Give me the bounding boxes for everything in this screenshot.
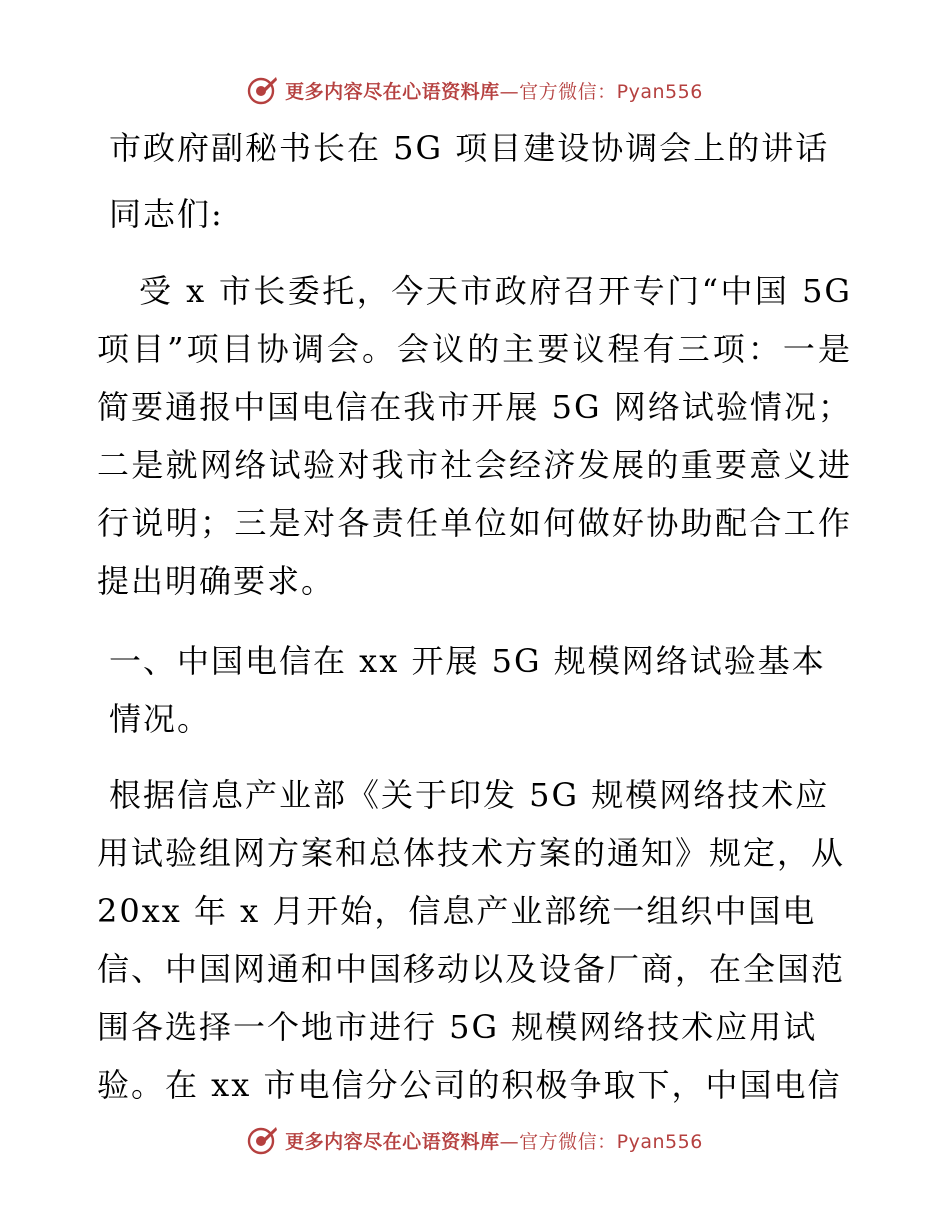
banner-separator: — [499,1130,520,1153]
greeting: 同志们: [109,195,224,233]
section-heading: 一、中国电信在 xx 开展 5G 规模网络试验基本情况。 [109,642,826,738]
banner-wechat: 官方微信：Pyan556 [519,80,703,103]
quill-circle-logo-icon [247,74,279,106]
banner-text [285,1127,703,1154]
banner-text [285,77,703,104]
footer-banner [0,1120,950,1160]
header-banner [0,70,950,110]
document-title: 市政府副秘书长在 5G 项目建设协调会上的讲话 [109,129,830,167]
intro-paragraph: 受 x 市长委托，今天市政府召开专门“中国 5G 项目”项目协调会。会议的主要议程有三项：一是简要通报中国电信在我市开展 5G 网络试验情况；二是就网络试验对我市社会经济发展的重要意义进行说明；三是对各责任单位如何做好协助配合工作提出明确要求。 [97,272,852,600]
banner-separator: — [499,80,520,103]
section-paragraph: 根据信息产业部《关于印发 5G 规模网络技术应用试验组网方案和总体技术方案的通知》规定，从 20xx 年 x 月开始，信息产业部统一组织中国电信、中国网通和中国移动以及设备厂商，在全国范围各选择一个地市进行 5G 规模网络技术应用试验。在 xx 市电信分公司的积极争取下，中国电信 [97,776,846,1104]
banner-brand: 更多内容尽在心语资料库 [285,1130,500,1153]
banner-brand: 更多内容尽在心语资料库 [285,80,500,103]
quill-circle-logo-icon [247,1124,279,1156]
banner-wechat: 官方微信：Pyan556 [519,1130,703,1153]
document-body [97,120,852,1114]
